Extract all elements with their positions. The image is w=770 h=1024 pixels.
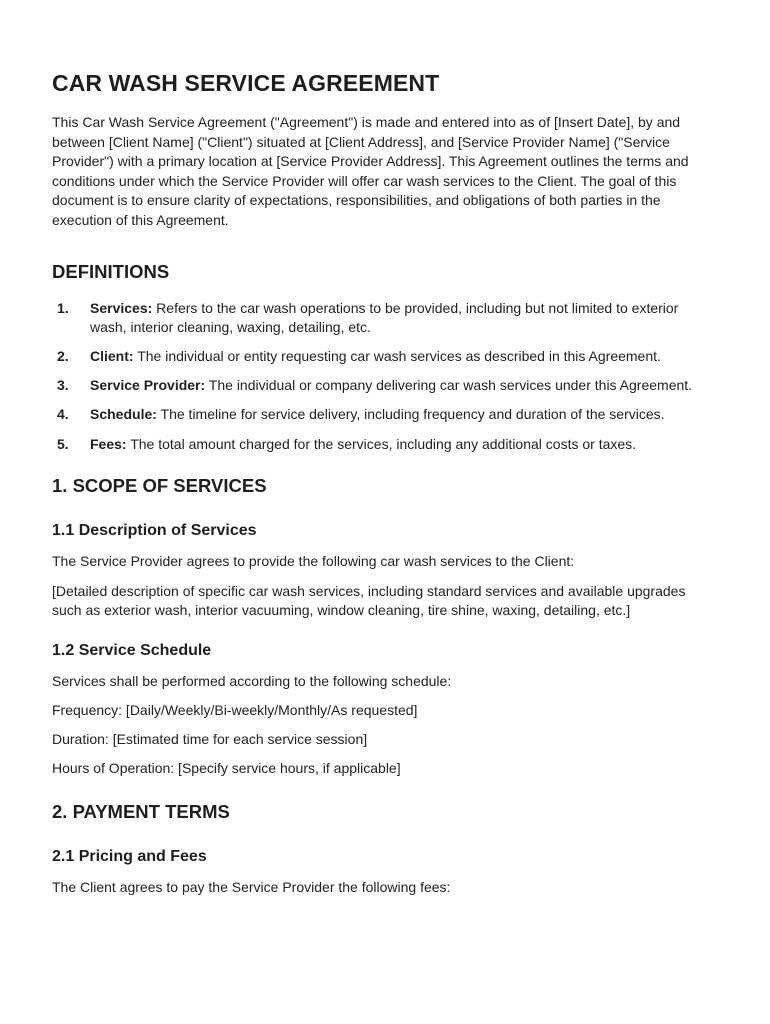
definition-number: 2.	[57, 348, 69, 365]
pricing-lead: The Client agrees to pay the Service Provider the following fees:	[52, 879, 451, 896]
definitions-heading: DEFINITIONS	[52, 260, 170, 282]
schedule-heading: 1.2 Service Schedule	[52, 641, 212, 659]
definition-item	[52, 299, 708, 338]
document-title: CAR WASH SERVICE AGREEMENT	[52, 70, 440, 96]
definition-text: The individual or entity requesting car wash services as described in this Agreement.	[133, 348, 661, 365]
definition-term: Service Provider:	[90, 377, 206, 394]
definition-term: Fees:	[90, 435, 127, 452]
schedule-duration: Duration: [Estimated time for each service session]	[52, 731, 368, 748]
definition-item	[52, 376, 708, 396]
definition-term: Schedule:	[90, 406, 157, 423]
definition-term: Services:	[90, 299, 153, 316]
definition-text: The total amount charged for the services, including any additional costs or taxes.	[126, 435, 637, 452]
definition-text: Refers to the car wash operations to be provided, including but not limited to exterior wash, interior cleaning, waxing, detailing, etc.	[90, 299, 679, 336]
definition-item	[52, 347, 708, 367]
definition-text: The timeline for service delivery, including frequency and duration of the services.	[156, 406, 665, 423]
definition-item	[52, 405, 708, 425]
schedule-hours: Hours of Operation: [Specify service hours, if applicable]	[52, 760, 401, 777]
description-heading: 1.1 Description of Services	[52, 522, 257, 540]
definition-number: 4.	[57, 406, 69, 423]
definition-number: 1.	[57, 299, 69, 316]
definition-text: The individual or company delivering car wash services under this Agreement.	[205, 377, 693, 394]
payment-heading: 2. PAYMENT TERMS	[52, 801, 230, 823]
definition-term: Client:	[90, 348, 134, 365]
intro-paragraph: This Car Wash Service Agreement ("Agreement") is made and entered into as of [Insert Date], by and between [Client Name] ("Client") situated at [Client Address], and [Service Provider Name] ("Service Provider") with a primary location at [Service Provider Address]. This Agreement outlines the terms and conditions under which the Service Provider will offer car wash services to the Client. The goal of this document is to ensure clarity of expectations, responsibilities, and obligations of both parties in the execution of this Agreement.	[52, 114, 689, 228]
pricing-heading: 2.1 Pricing and Fees	[52, 848, 207, 866]
definition-item	[52, 435, 708, 455]
schedule-lead: Services shall be performed according to the following schedule:	[52, 672, 452, 689]
definition-number: 3.	[57, 377, 69, 394]
definitions-list	[52, 299, 708, 455]
scope-heading: 1. SCOPE OF SERVICES	[52, 475, 267, 497]
schedule-frequency: Frequency: [Daily/Weekly/Bi-weekly/Monthly/As requested]	[52, 702, 418, 719]
description-lead: The Service Provider agrees to provide the following car wash services to the Client:	[52, 553, 575, 570]
description-detail: [Detailed description of specific car wash services, including standard services and available upgrades such as exterior wash, interior vacuuming, window cleaning, tire shine, waxing, detailing, etc.]	[52, 582, 686, 619]
definition-number: 5.	[57, 435, 69, 452]
